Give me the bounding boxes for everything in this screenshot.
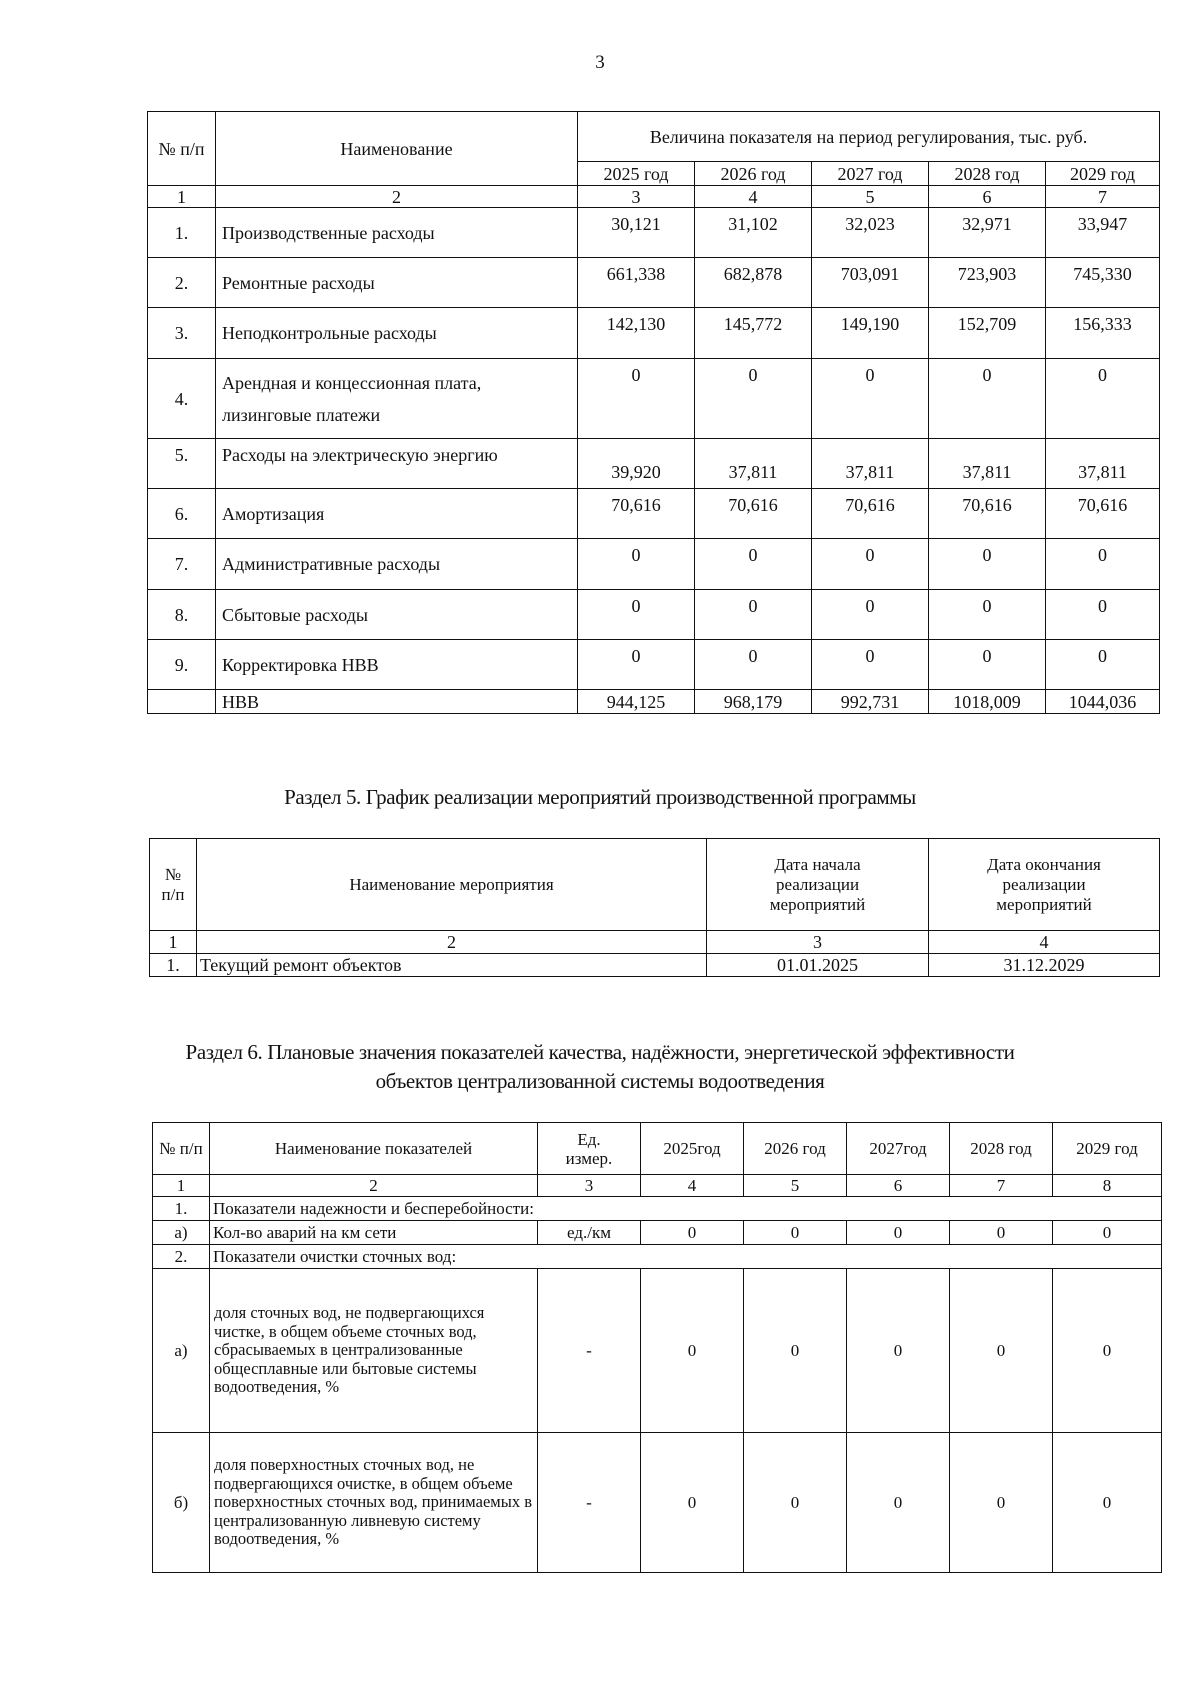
row-value: 0 — [695, 359, 812, 439]
schedule-table — [149, 838, 1160, 977]
row-value: 70,616 — [695, 489, 812, 539]
row-value: 142,130 — [578, 308, 695, 359]
header-year: 2026 год — [744, 1123, 847, 1175]
row-value: 0 — [578, 359, 695, 439]
group-row — [153, 1245, 1162, 1269]
header-num: № п/п — [150, 839, 197, 931]
row-start-date: 01.01.2025 — [707, 954, 929, 977]
row-value: 0 — [812, 359, 929, 439]
row-value: 0 — [641, 1269, 744, 1433]
row-value: 703,091 — [812, 258, 929, 308]
row-value: 0 — [847, 1221, 950, 1245]
header-year: 2026 год — [695, 162, 812, 186]
index-cell: 4 — [929, 931, 1160, 954]
row-value: 0 — [1046, 640, 1160, 690]
row-name: доля сточных вод, не подвергающихся чистке, в общем объеме сточных вод, сбрасываемых в централизованные общесплавные или бытовые системы водоотведения, % — [210, 1269, 538, 1433]
row-value: 152,709 — [929, 308, 1046, 359]
row-num: б) — [153, 1433, 210, 1573]
row-value: 723,903 — [929, 258, 1046, 308]
header-value-title: Величина показателя на период регулирования, тыс. руб. — [578, 112, 1160, 162]
row-value: 0 — [950, 1269, 1053, 1433]
header-year: 2029 год — [1053, 1123, 1162, 1175]
row-value: 156,333 — [1046, 308, 1160, 359]
table-row — [150, 954, 1160, 977]
index-cell: 2 — [216, 186, 578, 208]
row-num: 8. — [148, 590, 216, 640]
row-num: 5. — [148, 439, 216, 489]
group-name: Показатели надежности и бесперебойности: — [210, 1197, 1162, 1221]
row-value: 0 — [812, 539, 929, 590]
row-value: 32,023 — [812, 208, 929, 258]
row-unit: - — [538, 1433, 641, 1573]
index-cell: 3 — [578, 186, 695, 208]
table-row — [148, 308, 1160, 359]
group-num: 1. — [153, 1197, 210, 1221]
row-value: 745,330 — [1046, 258, 1160, 308]
row-num: 1. — [150, 954, 197, 977]
quality-indicators-table — [152, 1122, 1162, 1573]
total-label: НВВ — [216, 690, 578, 714]
row-value: 0 — [1053, 1221, 1162, 1245]
row-value: 0 — [578, 539, 695, 590]
row-value: 0 — [847, 1433, 950, 1573]
row-value: 149,190 — [812, 308, 929, 359]
row-value: 0 — [695, 640, 812, 690]
row-name: Ремонтные расходы — [216, 258, 578, 308]
row-value: 0 — [1053, 1433, 1162, 1573]
index-cell: 1 — [153, 1175, 210, 1197]
group-row — [153, 1197, 1162, 1221]
row-value: 0 — [578, 640, 695, 690]
row-value: 37,811 — [695, 439, 812, 489]
row-value: 0 — [695, 539, 812, 590]
row-name: Текущий ремонт объектов — [197, 954, 707, 977]
row-value: 661,338 — [578, 258, 695, 308]
section5-title: Раздел 5. График реализации мероприятий производственной программы — [284, 785, 916, 809]
index-cell: 3 — [538, 1175, 641, 1197]
row-name: Расходы на электрическую энергию — [216, 439, 578, 489]
row-num: 2. — [148, 258, 216, 308]
row-value: 0 — [812, 640, 929, 690]
group-name: Показатели очистки сточных вод: — [210, 1245, 1162, 1269]
header-end: Дата окончания реализации мероприятий — [929, 839, 1160, 931]
row-name: Сбытовые расходы — [216, 590, 578, 640]
header-num: № п/п — [148, 112, 216, 186]
row-value: 70,616 — [812, 489, 929, 539]
table-row — [148, 439, 1160, 489]
row-num: а) — [153, 1269, 210, 1433]
row-value: 0 — [1053, 1269, 1162, 1433]
row-value: 32,971 — [929, 208, 1046, 258]
index-cell: 5 — [744, 1175, 847, 1197]
row-value: 0 — [1046, 359, 1160, 439]
header-year: 2029 год — [1046, 162, 1160, 186]
row-value: 37,811 — [1046, 439, 1160, 489]
table-row — [148, 359, 1160, 439]
header-name: Наименование показателей — [210, 1123, 538, 1175]
row-value: 0 — [812, 590, 929, 640]
table-row — [148, 590, 1160, 640]
table-row — [148, 489, 1160, 539]
row-value: 0 — [929, 359, 1046, 439]
total-value: 1044,036 — [1046, 690, 1160, 714]
total-value: 992,731 — [812, 690, 929, 714]
table-row — [153, 1269, 1162, 1433]
row-value: 31,102 — [695, 208, 812, 258]
row-num: 4. — [148, 359, 216, 439]
header-num: № п/п — [153, 1123, 210, 1175]
header-year: 2027 год — [812, 162, 929, 186]
table-row — [148, 640, 1160, 690]
row-num: 7. — [148, 539, 216, 590]
index-cell: 5 — [812, 186, 929, 208]
row-value: 682,878 — [695, 258, 812, 308]
index-cell: 1 — [148, 186, 216, 208]
header-year: 2025 год — [578, 162, 695, 186]
page-number: 3 — [595, 52, 605, 73]
row-value: 0 — [578, 590, 695, 640]
header-year: 2025год — [641, 1123, 744, 1175]
row-name: доля поверхностных сточных вод, не подвергающихся очистке, в общем объеме поверхностных сточных вод, принимаемых в централизованную ливневую систему водоотведения, % — [210, 1433, 538, 1573]
index-cell: 8 — [1053, 1175, 1162, 1197]
index-cell: 4 — [641, 1175, 744, 1197]
row-value: 0 — [641, 1221, 744, 1245]
row-name: Корректировка НВВ — [216, 640, 578, 690]
total-value: 968,179 — [695, 690, 812, 714]
header-name: Наименование — [216, 112, 578, 186]
row-value: 0 — [929, 640, 1046, 690]
row-value: 33,947 — [1046, 208, 1160, 258]
row-value: 70,616 — [929, 489, 1046, 539]
row-name: Амортизация — [216, 489, 578, 539]
row-name: Арендная и концессионная плата, лизинговые платежи — [216, 359, 578, 439]
table-row — [148, 539, 1160, 590]
index-cell: 1 — [150, 931, 197, 954]
row-value: 0 — [847, 1269, 950, 1433]
table-row — [153, 1221, 1162, 1245]
index-cell: 2 — [197, 931, 707, 954]
header-unit: Ед. измер. — [538, 1123, 641, 1175]
header-year: 2028 год — [929, 162, 1046, 186]
row-num: 3. — [148, 308, 216, 359]
row-value: 0 — [950, 1221, 1053, 1245]
row-value: 37,811 — [812, 439, 929, 489]
row-value: 0 — [695, 590, 812, 640]
total-row — [148, 690, 1160, 714]
table-row — [148, 208, 1160, 258]
row-name: Неподконтрольные расходы — [216, 308, 578, 359]
row-value: 70,616 — [1046, 489, 1160, 539]
index-cell: 7 — [950, 1175, 1053, 1197]
group-num: 2. — [153, 1245, 210, 1269]
row-value: 37,811 — [929, 439, 1046, 489]
table-row — [153, 1433, 1162, 1573]
row-value: 0 — [1046, 590, 1160, 640]
index-cell: 6 — [847, 1175, 950, 1197]
row-unit: ед./км — [538, 1221, 641, 1245]
row-value: 0 — [744, 1221, 847, 1245]
row-value: 39,920 — [578, 439, 695, 489]
index-cell: 3 — [707, 931, 929, 954]
row-value: 145,772 — [695, 308, 812, 359]
expenses-table — [147, 111, 1160, 714]
row-value: 0 — [929, 539, 1046, 590]
header-year: 2027год — [847, 1123, 950, 1175]
row-name: Кол-во аварий на км сети — [210, 1221, 538, 1245]
table-row — [148, 258, 1160, 308]
row-name: Административные расходы — [216, 539, 578, 590]
row-value: 70,616 — [578, 489, 695, 539]
row-value: 0 — [744, 1269, 847, 1433]
section6-title-line2: объектов централизованной системы водоотведения — [375, 1069, 825, 1093]
row-value: 0 — [950, 1433, 1053, 1573]
row-value: 0 — [1046, 539, 1160, 590]
index-cell: 4 — [695, 186, 812, 208]
index-cell: 7 — [1046, 186, 1160, 208]
row-value: 0 — [929, 590, 1046, 640]
index-cell: 2 — [210, 1175, 538, 1197]
header-year: 2028 год — [950, 1123, 1053, 1175]
row-unit: - — [538, 1269, 641, 1433]
total-value: 944,125 — [578, 690, 695, 714]
row-name: Производственные расходы — [216, 208, 578, 258]
row-end-date: 31.12.2029 — [929, 954, 1160, 977]
row-value: 0 — [641, 1433, 744, 1573]
row-num: 9. — [148, 640, 216, 690]
row-num: 1. — [148, 208, 216, 258]
index-cell: 6 — [929, 186, 1046, 208]
row-num: 6. — [148, 489, 216, 539]
row-value: 0 — [744, 1433, 847, 1573]
total-value: 1018,009 — [929, 690, 1046, 714]
row-num: а) — [153, 1221, 210, 1245]
section6-title-line1: Раздел 6. Плановые значения показателей качества, надёжности, энергетической эффективности — [185, 1040, 1015, 1064]
header-start: Дата начала реализации мероприятий — [707, 839, 929, 931]
row-value: 30,121 — [578, 208, 695, 258]
header-name: Наименование мероприятия — [197, 839, 707, 931]
